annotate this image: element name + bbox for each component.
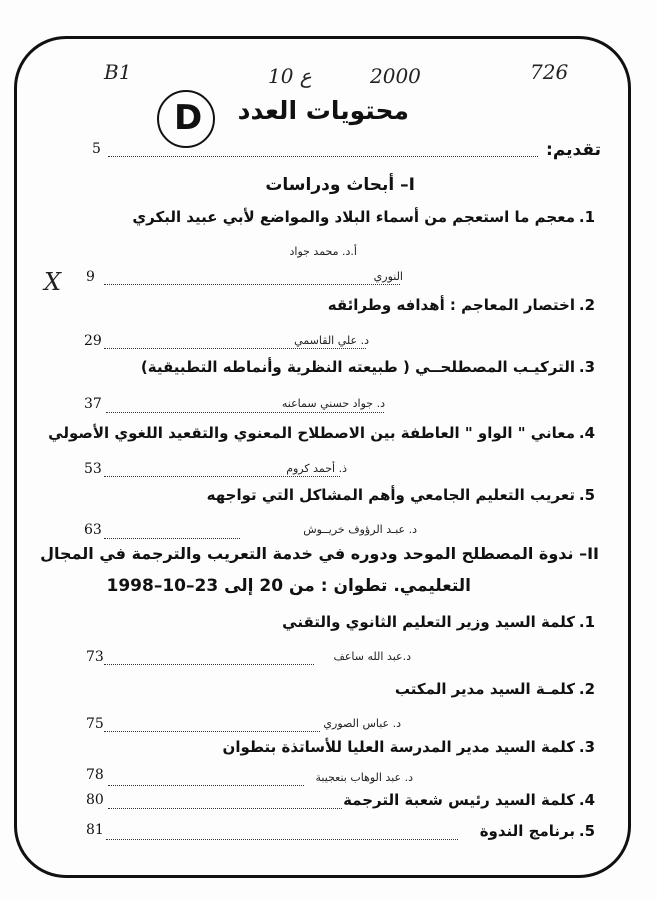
intro-dots bbox=[108, 156, 538, 157]
section-1-item-2-dots bbox=[104, 348, 366, 349]
section-1-item-1-author: أ.د. محمد جواد bbox=[289, 245, 357, 258]
section-1-item-5-dots bbox=[104, 538, 240, 539]
section-2-item-2-title: كلمـة السيد مدير المكتب bbox=[394, 680, 575, 698]
section-1-item-3-num: 3. bbox=[578, 358, 595, 376]
section-1-item-5-num: 5. bbox=[578, 486, 595, 504]
section-2-item-1-author: د.عبد الله ساعف bbox=[333, 650, 411, 663]
section-2-item-5-title: برنامج الندوة bbox=[479, 822, 575, 840]
section-1-item-1-dots bbox=[104, 284, 400, 285]
section-2-item-3-page: 78 bbox=[86, 767, 104, 783]
section-1-item-3-author: د. جواد حسني سماعنه bbox=[281, 397, 385, 410]
handwritten-note-mid-1: ع 10 bbox=[268, 64, 312, 88]
section-1-item-4-dots bbox=[104, 476, 340, 477]
section-1-item-4-num: 4. bbox=[578, 424, 595, 442]
section-1-item-5-author: د. عبـد الرؤوف خريــوش bbox=[303, 523, 417, 536]
section-2-item-2-page: 75 bbox=[86, 716, 104, 732]
section-2-item-4-num: 4. bbox=[578, 791, 595, 809]
section-1-item-1-num: 1. bbox=[578, 208, 595, 226]
section-1-item-2-title: اختصار المعاجم : أهدافه وطرائقه bbox=[327, 296, 575, 314]
section-1-item-2-page: 29 bbox=[84, 333, 102, 349]
section-1-item-5-page: 63 bbox=[84, 522, 102, 538]
section-2-item-3-num: 3. bbox=[578, 738, 595, 756]
section-2-item-1-dots bbox=[104, 664, 314, 665]
section-2-item-3-author: د. عبد الوهاب بنعجيبة bbox=[315, 771, 413, 784]
section-2-item-2-num: 2. bbox=[578, 680, 595, 698]
circle-letter: D bbox=[174, 98, 203, 138]
section-1-item-4-title: معاني " الواو " العاطفة بين الاصطلاح المعنوي والتقعيد اللغوي الأصولي bbox=[48, 424, 575, 442]
handwritten-note-mid-2: 2000 bbox=[370, 64, 421, 88]
section-1-item-3-page: 37 bbox=[84, 396, 102, 412]
section-1-item-1-author-2: النوري bbox=[373, 270, 403, 283]
handwritten-note-right: 726 bbox=[530, 60, 569, 84]
handwritten-margin-mark: X bbox=[44, 268, 62, 296]
section-1-item-2-num: 2. bbox=[578, 296, 595, 314]
page-title: محتويات العدد bbox=[237, 96, 409, 125]
section-2-item-2-dots bbox=[104, 731, 320, 732]
section-1-item-5-title: تعريب التعليم الجامعي وأهم المشاكل التي تواجهه bbox=[206, 486, 575, 504]
section-2-item-1-title: كلمة السيد وزير التعليم الثانوي والتقني bbox=[282, 613, 575, 631]
section-2-item-4-page: 80 bbox=[86, 792, 104, 808]
section-1-item-1-title: معجم ما استعجم من أسماء البلاد والمواضع لأبي عبيد البكري bbox=[132, 208, 575, 226]
section-2-heading-line-1: II– ندوة المصطلح الموحد ودوره في خدمة التعريب والترجمة في المجال bbox=[40, 544, 599, 563]
intro-page: 5 bbox=[92, 141, 101, 157]
section-2-item-5-dots bbox=[106, 839, 458, 840]
section-1-item-1-page: 9 bbox=[86, 269, 95, 285]
section-2-item-3-dots bbox=[108, 785, 304, 786]
section-1-heading: I– أبحاث ودراسات bbox=[265, 175, 415, 195]
section-2-item-4-title: كلمة السيد رئيس شعبة الترجمة bbox=[343, 791, 575, 809]
section-2-item-1-page: 73 bbox=[86, 649, 104, 665]
section-2-item-3-title: كلمة السيد مدير المدرسة العليا للأساتذة بتطوان bbox=[222, 738, 575, 756]
handwritten-note-left: B1 bbox=[104, 60, 132, 84]
section-1-item-3-title: التركيـب المصطلحــي ( طبيعته النظرية وأنماطه التطبيقية) bbox=[140, 358, 575, 376]
intro-label: تقديم: bbox=[546, 140, 601, 160]
section-2-heading-line-2: التعليمي. تطوان : من 20 إلى 23–10–1998 bbox=[106, 576, 471, 596]
section-2-item-5-num: 5. bbox=[578, 822, 595, 840]
section-2-item-5-page: 81 bbox=[86, 822, 104, 838]
section-2-item-1-num: 1. bbox=[578, 613, 595, 631]
section-1-item-3-dots bbox=[106, 412, 384, 413]
section-1-item-4-author: ذ. أحمد كروم bbox=[286, 462, 347, 475]
section-2-item-2-author: د. عباس الصوري bbox=[323, 717, 401, 730]
section-2-item-4-dots bbox=[108, 808, 342, 809]
section-1-item-2-author: د. علي القاسمي bbox=[294, 334, 369, 347]
section-1-item-4-page: 53 bbox=[84, 461, 102, 477]
